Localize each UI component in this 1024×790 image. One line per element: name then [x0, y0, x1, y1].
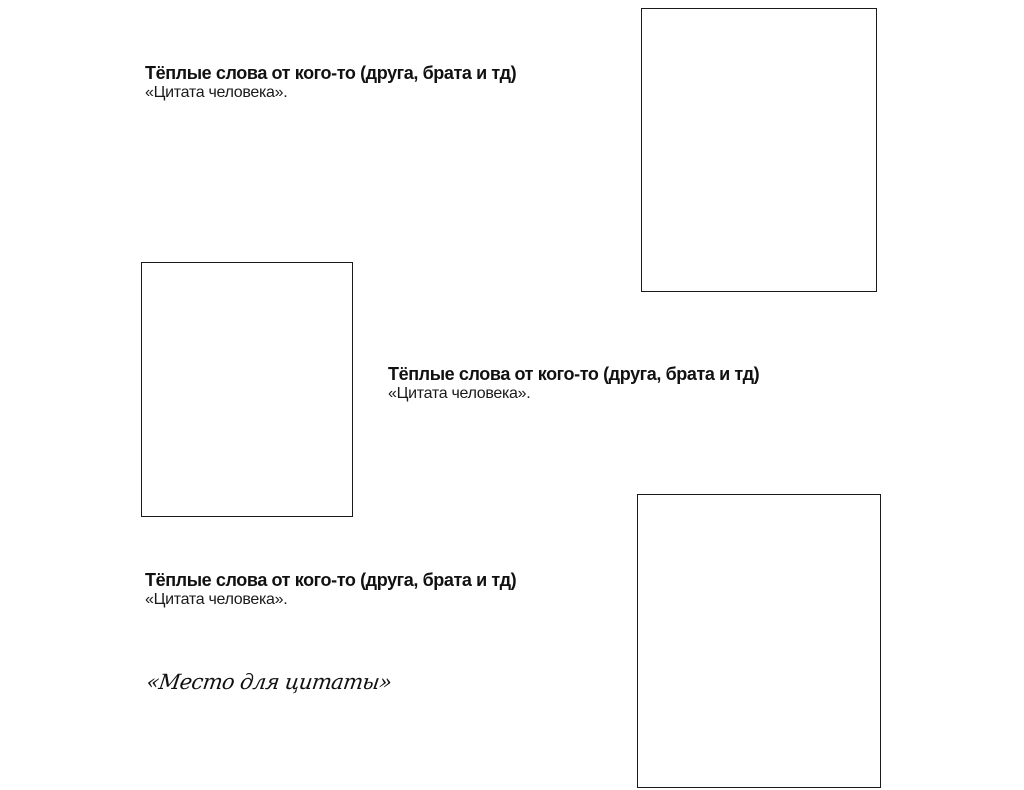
- quote-text: «Цитата человека».: [145, 84, 288, 101]
- photo-frame: [641, 8, 877, 292]
- quote-heading: Тёплые слова от кого-то (друга, брата и тд): [388, 364, 760, 384]
- quote-block: [145, 570, 516, 609]
- quote-text: «Цитата человека».: [388, 385, 531, 402]
- quote-heading: Тёплые слова от кого-то (друга, брата и тд): [145, 570, 517, 590]
- quote-text: «Цитата человека».: [145, 591, 288, 608]
- quote-block: [145, 63, 516, 102]
- quote-heading: Тёплые слова от кого-то (друга, брата и тд): [145, 63, 517, 83]
- quote-placeholder: «Место для цитаты»: [145, 670, 394, 694]
- quote-block: [388, 364, 759, 403]
- photo-frame: [141, 262, 353, 517]
- photo-frame: [637, 494, 881, 788]
